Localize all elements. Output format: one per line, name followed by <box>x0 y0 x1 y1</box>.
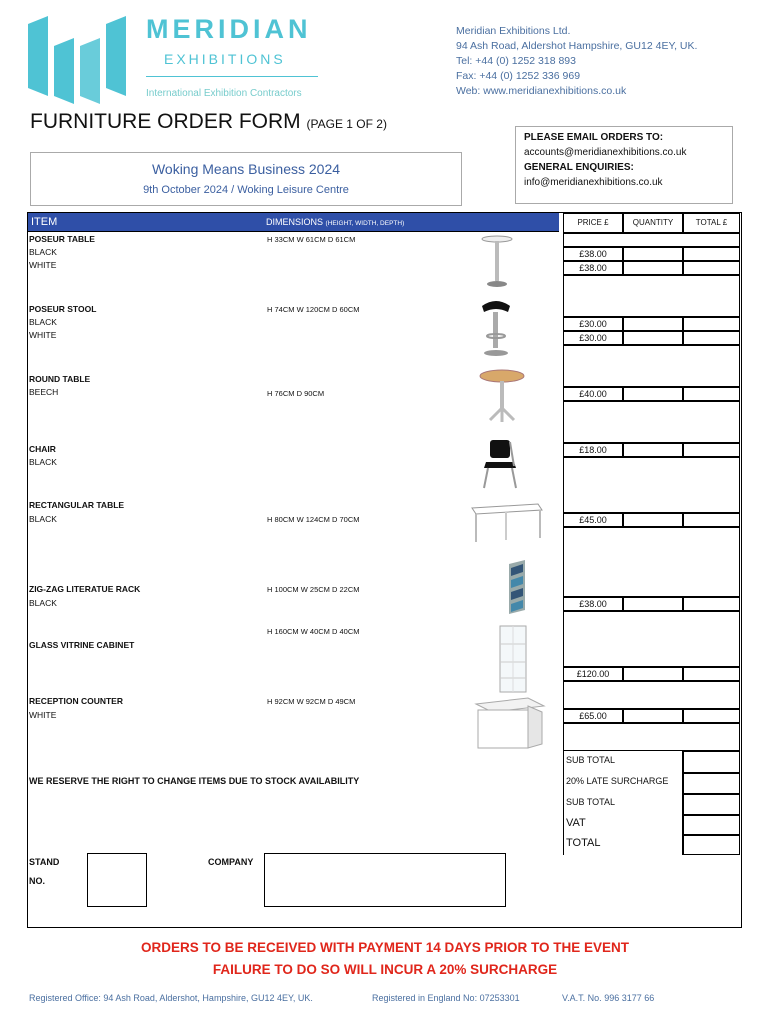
footer-vat: V.A.T. No. 996 3177 66 <box>562 993 655 1003</box>
spacer-row <box>563 723 740 751</box>
quantity-cell[interactable] <box>623 331 683 345</box>
vat-label: VAT <box>566 817 586 829</box>
chair-image <box>470 436 536 494</box>
poseur-stool-image <box>474 298 518 360</box>
event-details: 9th October 2024 / Woking Leisure Centre <box>143 184 349 196</box>
stand-label-no: NO. <box>29 876 46 886</box>
total-cell <box>683 443 740 457</box>
company-label: COMPANY <box>208 857 254 867</box>
totals-labels <box>563 751 683 855</box>
subtotal-value <box>683 751 740 773</box>
price-cell: £65.00 <box>563 709 623 723</box>
total-cell <box>683 667 740 681</box>
round-table-image <box>470 366 548 424</box>
item-reception-counter <box>29 696 123 720</box>
price-header: PRICE £ <box>563 213 623 233</box>
header-underline <box>28 231 559 232</box>
contact-tel: Tel: +44 (0) 1252 318 893 <box>456 55 576 67</box>
item-dimensions: H 100CM W 25CM D 22CM <box>267 585 360 594</box>
literature-rack-image <box>505 558 531 616</box>
spacer-row <box>563 611 740 667</box>
logo-sub: EXHIBITIONS <box>164 51 286 67</box>
dimensions-header-sub: (HEIGHT, WIDTH, DEPTH) <box>325 220 405 227</box>
surcharge-value <box>683 773 740 794</box>
vitrine-cabinet-image <box>497 624 531 696</box>
quantity-cell[interactable] <box>623 443 683 457</box>
form-title-page: (PAGE 1 OF 2) <box>306 117 387 131</box>
item-chair <box>29 444 57 467</box>
spacer-row <box>563 345 740 387</box>
item-round-table <box>29 374 90 397</box>
contact-fax: Fax: +44 (0) 1252 336 969 <box>456 70 581 82</box>
vat-value <box>683 815 740 835</box>
item-color: BEECH <box>29 387 59 397</box>
spacer-row <box>563 275 740 317</box>
price-cell: £30.00 <box>563 317 623 331</box>
item-dimensions: H 74CM W 120CM D 60CM <box>267 305 360 314</box>
meridian-logo-mark <box>28 16 136 104</box>
spacer-row <box>563 233 740 247</box>
item-color: WHITE <box>29 710 57 720</box>
item-rectangular-table <box>29 500 124 524</box>
total-cell <box>683 331 740 345</box>
item-name: ROUND TABLE <box>29 374 91 384</box>
total-cell <box>683 247 740 261</box>
price-cell: £30.00 <box>563 331 623 345</box>
event-name: Woking Means Business 2024 <box>151 161 341 177</box>
item-name: POSEUR TABLE <box>29 234 95 244</box>
quantity-cell[interactable] <box>623 261 683 275</box>
spacer-row <box>563 681 740 709</box>
subtotal-label: SUB TOTAL <box>566 755 616 765</box>
total-cell <box>683 317 740 331</box>
price-cell: £18.00 <box>563 443 623 457</box>
quantity-cell[interactable] <box>623 709 683 723</box>
price-cell: £120.00 <box>563 667 623 681</box>
orders-email[interactable]: accounts@meridianexhibitions.co.uk <box>524 147 687 158</box>
price-cell: £38.00 <box>563 597 623 611</box>
item-color: BLACK <box>29 247 57 257</box>
contact-web[interactable]: Web: www.meridianexhibitions.co.uk <box>456 85 627 97</box>
enquiries-label: GENERAL ENQUIRIES: <box>524 162 634 173</box>
quantity-cell[interactable] <box>623 513 683 527</box>
warning-line-2: FAILURE TO DO SO WILL INCUR A 20% SURCHARGE <box>212 962 558 977</box>
item-poseur-table <box>29 234 95 270</box>
rectangular-table-image <box>466 500 546 546</box>
contact-block <box>456 24 697 99</box>
warning-line-1: ORDERS TO BE RECEIVED WITH PAYMENT 14 DAYS PRIOR TO THE EVENT <box>140 940 630 955</box>
item-name: CHAIR <box>29 444 56 454</box>
dimensions-header <box>262 213 559 231</box>
item-name: RECEPTION COUNTER <box>29 696 123 706</box>
item-header: ITEM <box>28 213 262 231</box>
price-cell: £38.00 <box>563 261 623 275</box>
subtotal-label: SUB TOTAL <box>566 797 616 807</box>
email-box <box>515 126 733 204</box>
item-poseur-stool <box>29 304 96 340</box>
quantity-cell[interactable] <box>623 317 683 331</box>
contact-company: Meridian Exhibitions Ltd. <box>456 25 571 37</box>
enquiries-email[interactable]: info@meridianexhibitions.co.uk <box>524 177 663 188</box>
item-color: WHITE <box>29 260 57 270</box>
form-title <box>30 110 387 134</box>
total-cell <box>683 261 740 275</box>
item-dimensions: H 92CM W 92CM D 49CM <box>267 697 356 706</box>
dimensions-header-label: DIMENSIONS <box>266 217 324 227</box>
logo-tagline: International Exhibition Contractors <box>146 88 302 99</box>
stand-number-input[interactable] <box>87 853 147 907</box>
quantity-cell[interactable] <box>623 597 683 611</box>
quantity-header: QUANTITY <box>623 213 683 233</box>
item-color: BLACK <box>29 598 57 608</box>
item-literature-rack <box>29 584 140 608</box>
item-dimensions: H 80CM W 124CM D 70CM <box>267 515 360 524</box>
subtotal-value <box>683 794 740 815</box>
total-cell <box>683 709 740 723</box>
total-cell <box>683 513 740 527</box>
item-name: RECTANGULAR TABLE <box>29 500 125 510</box>
item-name: GLASS VITRINE CABINET <box>29 640 135 650</box>
surcharge-label: 20% LATE SURCHARGE <box>566 776 669 786</box>
poseur-table-image <box>472 234 522 292</box>
item-color: BLACK <box>29 514 57 524</box>
contact-address: 94 Ash Road, Aldershot Hampshire, GU12 4EY, UK. <box>456 40 698 52</box>
item-name: POSEUR STOOL <box>29 304 97 314</box>
company-input[interactable] <box>264 853 506 907</box>
item-color: BLACK <box>29 457 57 467</box>
quantity-cell[interactable] <box>623 387 683 401</box>
total-header: TOTAL £ <box>683 213 740 233</box>
stand-label: STAND <box>29 857 60 867</box>
spacer-row <box>563 401 740 443</box>
spacer-row <box>563 457 740 513</box>
total-cell <box>683 597 740 611</box>
item-color: BLACK <box>29 317 57 327</box>
price-cell: £40.00 <box>563 387 623 401</box>
form-title-main: FURNITURE ORDER FORM <box>30 110 301 133</box>
quantity-cell[interactable] <box>623 667 683 681</box>
footer-reg: Registered in England No: 07253301 <box>372 993 520 1003</box>
total-cell <box>683 387 740 401</box>
stock-notice: WE RESERVE THE RIGHT TO CHANGE ITEMS DUE TO STOCK AVAILABILITY <box>29 776 360 786</box>
footer-office: Registered Office: 94 Ash Road, Aldershot, Hampshire, GU12 4EY, UK. <box>29 993 313 1003</box>
item-color: WHITE <box>29 330 57 340</box>
item-name: ZIG-ZAG LITERATUE RACK <box>29 584 141 594</box>
total-label: TOTAL <box>566 837 601 849</box>
price-cell: £38.00 <box>563 247 623 261</box>
quantity-cell[interactable] <box>623 247 683 261</box>
event-box <box>30 152 462 206</box>
item-dimensions: H 160CM W 40CM D 40CM <box>267 627 360 636</box>
logo-name: MERIDIAN <box>146 14 312 44</box>
logo-divider <box>146 76 318 77</box>
orders-label: PLEASE EMAIL ORDERS TO: <box>524 132 664 143</box>
item-dimensions: H 33CM W 61CM D 61CM <box>267 235 356 244</box>
spacer-row <box>563 527 740 597</box>
total-value <box>683 835 740 855</box>
reception-counter-image <box>472 694 546 752</box>
price-cell: £45.00 <box>563 513 623 527</box>
item-dimensions: H 76CM D 90CM <box>267 389 325 398</box>
